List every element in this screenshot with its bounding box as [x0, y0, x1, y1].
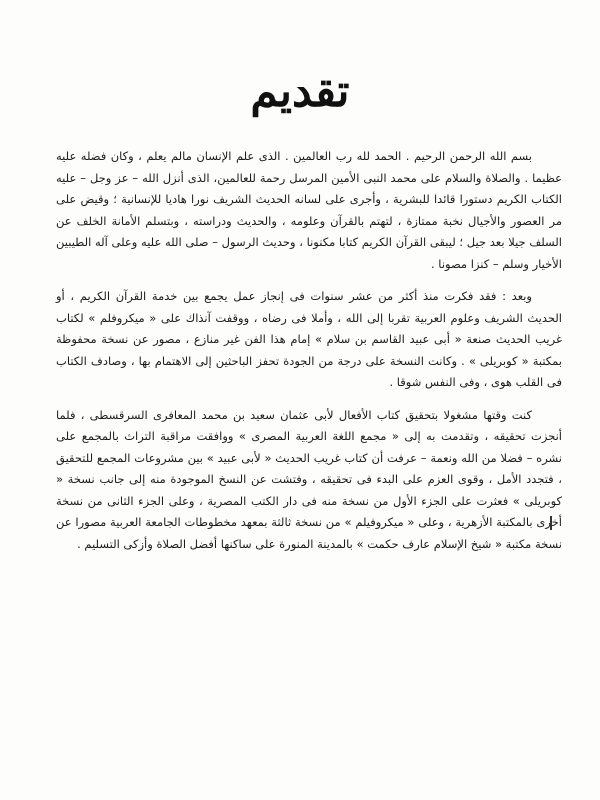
body-text — [56, 146, 562, 555]
margin-mark — [544, 516, 552, 530]
paragraph-manuscripts: كنت وقتها مشغولا بتحقيق كتاب الأفعال لأبى عثمان سعيد بن محمد المعافرى السرقسطى ، فلما أنجزت تحقيقه ، وتقدمت به إلى « مجمع اللغة العربية المصرى » ووافقت مراقبة التراث بالمجمع على نشره – فضلا من الله ونعمة – عرفت أن كتاب غريب الحديث « لأبى عبيد » بين مشروعات المجمع للتحقيق ، فتجدد الأمل ، وقوى العزم على البدء فى تحقيقه ، وفتشت عن النسخ الموجودة منه إلى جانب نسخة « كوبريلى » فعثرت على الجزء الأول من نسخة منه فى دار الكتب المصرية ، وعلى الجزء الثانى من نسخة أخرى بالمكتبة الأزهرية ، وعلى « ميكروفيلم » من نسخة ثالثة بمعهد مخطوطات الجامعة العربية مصورا عن نسخة مكتبة « شيخ الإسلام عارف حكمت » بالمدينة المنورة على ساكنها أفضل الصلاة وأزكى التسليم . — [56, 407, 562, 551]
paragraph-introduction: بسم الله الرحمن الرحيم . الحمد لله رب العالمين . الذى علم الإنسان مالم يعلم ، وكان فضله عليه عظيما . والصلاة والسلام على محمد النبى الأمين المرسل رحمة للعالمين، الذى أنزل الله – عز وجل – عليه الكتاب الكريم دستورا قائدا للبشرية ، وأجرى على لسانه الحديث الشريف نورا هاديا للإنسانية ؛ وقيض على مر العصور والأجيال نخبة ممتازة ، لتهتم بالقرآن وعلومه ، والحديث ودراسته ، وبتسلم الأمانة الخلف عن السلف جيلا بعد جيل ؛ ليبقى القرآن الكريم كتابا مكنونا ، وحديث الرسول – صلى الله عليه وعلى آله الطيبين الأخيار وسلم – كنزا مصونا . — [56, 149, 562, 271]
paragraph-motivation: وبعد : فقد فكرت منذ أكثر من عشر سنوات فى إنجاز عمل يجمع بين خدمة القرآن الكريم ، أو الحديث الشريف وعلوم العربية تقربا إلى الله ، وأملا فى رضاه ، ووقفت آنذاك على « ميكروفلم » لكتاب غريب الحديث صنعة « أبى عبيد القاسم بن سلام » إمام هذا الفن غير منازع ، مصور عن نسخة محفوظة بمكتبة « كوبريلى » . وكانت النسخة على درجة من الجودة تحفز الباحثين إلى الاهتمام بها ، وصادف الكتاب فى القلب هوى ، وفى النفس شوقا . — [56, 289, 562, 389]
page-title: تقديم — [250, 66, 350, 117]
